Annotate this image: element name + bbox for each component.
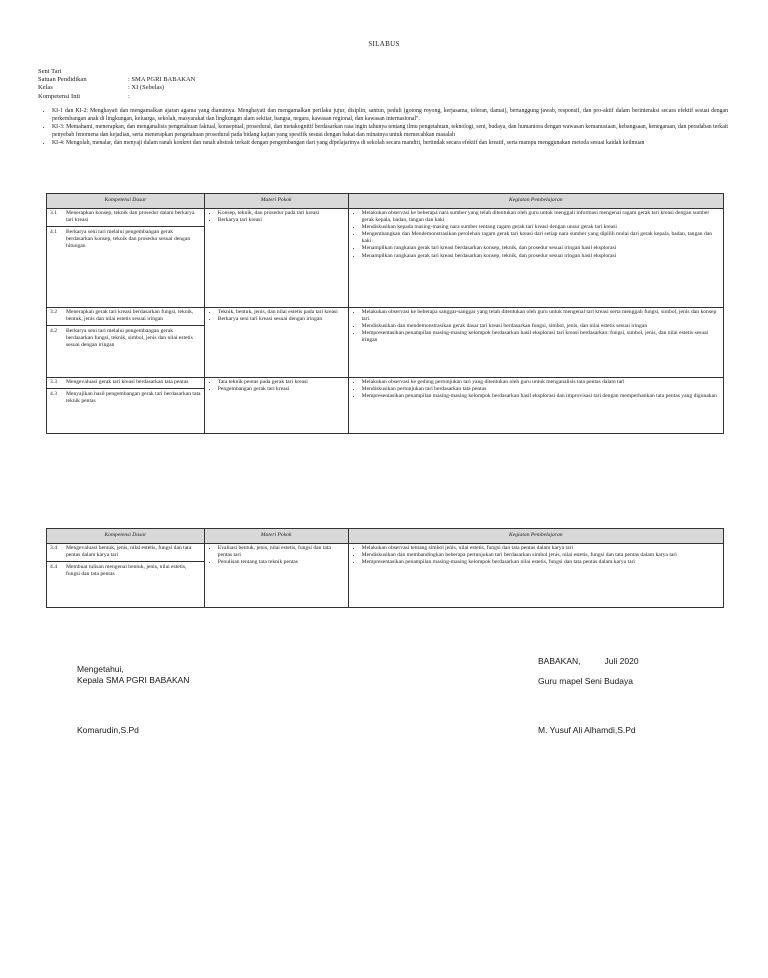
place: BABAKAN,	[538, 656, 581, 666]
meta-value: : SMA PGRI BABAKAN	[128, 76, 196, 84]
kd-number: 4.4	[50, 564, 57, 571]
kd-text: Menerapkan konsep, teknik dan prosedur dalam berkarya tari kreasi	[66, 210, 195, 224]
kegiatan-item: • Mendiskusikan kepada masing-masing nara sumber tentang ragam gerak tari kreasi dengan unsur gerak tari kreasi	[362, 224, 720, 231]
materi-cell	[204, 378, 348, 434]
kegiatan-item: • Mendiskusikan dan mendemonstrasikan gerak dasar tari kreasi berdasarkan fungsi, simbol, jenis, dan nilai estetis sesuai iringan	[362, 323, 720, 330]
kd-text: Berkarya seni tari melalui pengembangan gerak berdasarkan konsep, teknik dan prosedur sesuai dengan hitungan	[66, 229, 191, 250]
kegiatan-item: • Mempresentasikan penampilan masing-masing kelompok berdasarkan hasil eksplorasi tari kreasi berdasarkan: fungsi, simbol, jenis, dan nilai estetis sesuai iringan	[362, 330, 720, 344]
kegiatan-item: • Menampilkan rangkaian gerak tari kreasi berdasarkan konsep, teknik, dan prosedur sesuai iringan hasil eksplorasi	[362, 245, 720, 252]
teacher-title: Guru mapel Seni Budaya	[538, 676, 633, 686]
kegiatan-cell	[348, 544, 723, 608]
meta-label: Satuan Pendidikan	[38, 76, 87, 84]
materi-item: • Berkarya seni tari kreasi sesuai dengan iringan	[218, 316, 345, 323]
kegiatan-item: • Melakukan observasi ke beberapa nara sumber yang telah ditentukan oleh guru untuk menggali informasi mengenai ragam gerak tari kreasi dengan sumber gerak kepala, badan, tangan dan kaki	[362, 210, 720, 224]
core-competence-list	[38, 108, 728, 149]
place-date	[538, 656, 639, 667]
kegiatan-item: • Mempresentasikan penampilan masing-masing kelompok berdasarkan hasil eksplorasi dan improvisasi tari dengan memperhatikan tata pentas yang digunakan	[362, 393, 720, 400]
kd-text: Membuat tulisan mengenai bentuk, jenis, nilai estetis, fungsi dan tata pentas	[66, 564, 187, 578]
table-row	[47, 378, 724, 434]
teacher-name: M. Yusuf Ali Alhamdi,S.Pd	[538, 725, 636, 735]
principal-title: Kepala SMA PGRI BABAKAN	[77, 675, 190, 685]
materi-item: • Konsep, teknik, dan prosedur pada tari kreasi	[218, 210, 345, 217]
kd-cell	[47, 544, 205, 608]
subject-name: Seni Tari	[38, 68, 62, 75]
approval-line: Mengetahui,	[77, 664, 124, 674]
meta-value: : XI (Sebelas)	[128, 84, 165, 92]
kegiatan-item: • Mendiskusikan pertunjukan tari berdasarkan tata pentas	[362, 386, 720, 393]
kd-divider	[47, 561, 204, 562]
date: Juli 2020	[604, 656, 639, 666]
meta-value: :	[128, 92, 130, 100]
kd-divider	[47, 388, 204, 389]
kegiatan-item: • Mendiskusikan dan membandingkan beberapa pertunjukan tari berdasarkan simbol jenis, nilai estetis, fungsi dan tata pentas dalam karya tari	[362, 552, 720, 559]
principal-name: Komarudin,S.Pd	[77, 725, 139, 735]
kd-divider	[47, 325, 204, 326]
header-kd: Kompetensi Dasar	[47, 194, 205, 209]
kd-text: Berkarya seni tari melalui pengembangan gerak berdasarkan fungsi, teknik, simbol, jenis dan nilai estetis sesuai dengan iringan	[66, 328, 193, 349]
header-materi: Materi Pokok	[204, 194, 348, 209]
materi-item: • Evaluasi bentuk, jenis, nilai estetis, fungsi dan tata pentas tari	[218, 545, 345, 559]
table-row	[47, 544, 724, 608]
meta-label: Kelas	[38, 84, 53, 92]
materi-item: • Berkarya tari kreasi	[218, 217, 345, 224]
kegiatan-item: • Melakukan observasi ke gedung pertunjukan tari yang ditentukan oleh guru untuk menganalisis tata pentas dalam tari	[362, 379, 720, 386]
kegiatan-item: • Melakukan observasi ke beberapa sanggar-sanggar yang telah ditentukan oleh guru untuk mengenal tari kreasi serta menggali fungsi, simbol, jenis dan konsep tari.	[362, 309, 720, 323]
approval-block	[77, 664, 189, 686]
materi-cell	[204, 209, 348, 308]
ki-item: • KI-1 dan KI-2: Menghayati dan mengamalkan ajaran agama yang dianutnya. Menghayati dan mengamalkan perilaku jujur, disiplin, santun, peduli (gotong royong, kerjasama, toleran, damai), bertanggung jawab, responsif, dan pro-aktif dalam berinteraksi secara efektif sesuai dengan perkembangan anak di lingkungan, keluarga, sekolah, masyarakat dan lingkungan alam sekitar, bangsa, negara, kawasan regional, dan kawasan internasional".	[52, 108, 728, 123]
kegiatan-cell	[348, 308, 723, 378]
header-kd: Kompetensi Dasar	[47, 529, 205, 544]
ki-item: • KI-4: Mengolah, menalar, dan menyaji dalam ranah konkret dan ranah abstrak terkait dengan pengembangan dari yang dipelajarinya di sekolah secara mandiri, bertindak secara efektif dan kreatif, serta mampu menggunakan metoda sesuai kaidah keilmuan	[52, 140, 728, 148]
header-kegiatan: Kegiatan Pembelajaran	[348, 194, 723, 209]
kd-number: 3.4	[50, 545, 57, 551]
syllabus-table-1	[46, 193, 724, 434]
materi-item: • Penulisan tentang tata teknik pentas	[218, 559, 345, 566]
document-title: SILABUS	[368, 40, 400, 48]
kd-number: 4.2	[50, 328, 57, 335]
kd-text: Mengevaluasi bentuk, jenis, nilai estetis, fungsi dan tata pentas dalam karya tari	[66, 545, 192, 559]
meta-label: Kompetensi Inti	[38, 92, 81, 100]
kd-text: Mengevaluasi gerak tari kreasi berdasarkan tata pentas	[66, 379, 189, 385]
header-materi: Materi Pokok	[204, 529, 348, 544]
kd-text: Menyajikan hasil pengembangan gerak tari berdasarkan tata teknik pentas	[66, 391, 201, 405]
materi-item: • Teknik, bentuk, jenis, dan nilai estetis pada tari kreasi	[218, 309, 345, 316]
kegiatan-item: • Melakukan observasi tentang simbol jenis, nilai estetis, fungsi dan tata pentas dalam karya tari	[362, 545, 720, 552]
kd-cell	[47, 209, 205, 308]
kegiatan-cell	[348, 378, 723, 434]
kd-cell	[47, 308, 205, 378]
materi-cell	[204, 544, 348, 608]
header-kegiatan: Kegiatan Pembelajaran	[348, 529, 723, 544]
ki-item: • KI-3: Memahami, menerapkan, dan menganalisis pengetahuan faktual, konseptual, prosedural, dan metakognitif berdasarkan rasa ingin tahunya tentang ilmu pengetahuan, teknologi, seni, budaya, dan humaniora dengan wawasan kemanusiaan, kebangsaan, kenegaraan, dan peradaban terkait penyebab fenomena dan kejadian, serta menerapkan pengetahuan prosedural pada bidang kajian yang spesifik sesuai dengan bakat dan minatnya untuk memecahkan masalah	[52, 124, 728, 139]
kegiatan-item: • Mempresentasikan penampilan masing-masing kelompok berdasarkan nilai estetis, fungsi dan tata pentas dalam karya tari	[362, 559, 720, 566]
materi-item: • Pengembangan gerak tari kreasi	[218, 386, 345, 393]
kd-number: 3.1	[50, 210, 57, 216]
materi-cell	[204, 308, 348, 378]
meta-row	[38, 93, 195, 101]
meta-row	[38, 76, 195, 84]
meta-block	[38, 68, 195, 101]
kd-divider	[47, 226, 204, 227]
kegiatan-cell	[348, 209, 723, 308]
kd-number: 3.2	[50, 309, 57, 315]
kd-number: 4.3	[50, 391, 57, 398]
kd-cell	[47, 378, 205, 434]
meta-row	[38, 84, 195, 92]
materi-item: • Tata teknik pentas pada gerak tari kreasi	[218, 379, 345, 386]
table-row	[47, 308, 724, 378]
kegiatan-item: • Mengembangkan dan Mendemonstrasikan perolehan ragam gerak tari kreasi dari setiap nara sumber yang dipilih mulai dari gerak kepala, badan, tangan dan kaki	[362, 231, 720, 245]
syllabus-table-2	[46, 528, 724, 608]
kd-text: Menerapkan gerak tari kreasi berdasarkan fungsi, teknik, bentuk, jenis dan nilai estetis sesuai iringan	[66, 309, 194, 323]
kd-number: 4.1	[50, 229, 57, 236]
kd-number: 3.3	[50, 379, 57, 385]
table-row	[47, 209, 724, 308]
kegiatan-item: • Menampilkan rangkaian gerak tari kreasi berdasarkan konsep, teknik, dan prosedur sesuai iringan hasil eksplorasi	[362, 253, 720, 260]
